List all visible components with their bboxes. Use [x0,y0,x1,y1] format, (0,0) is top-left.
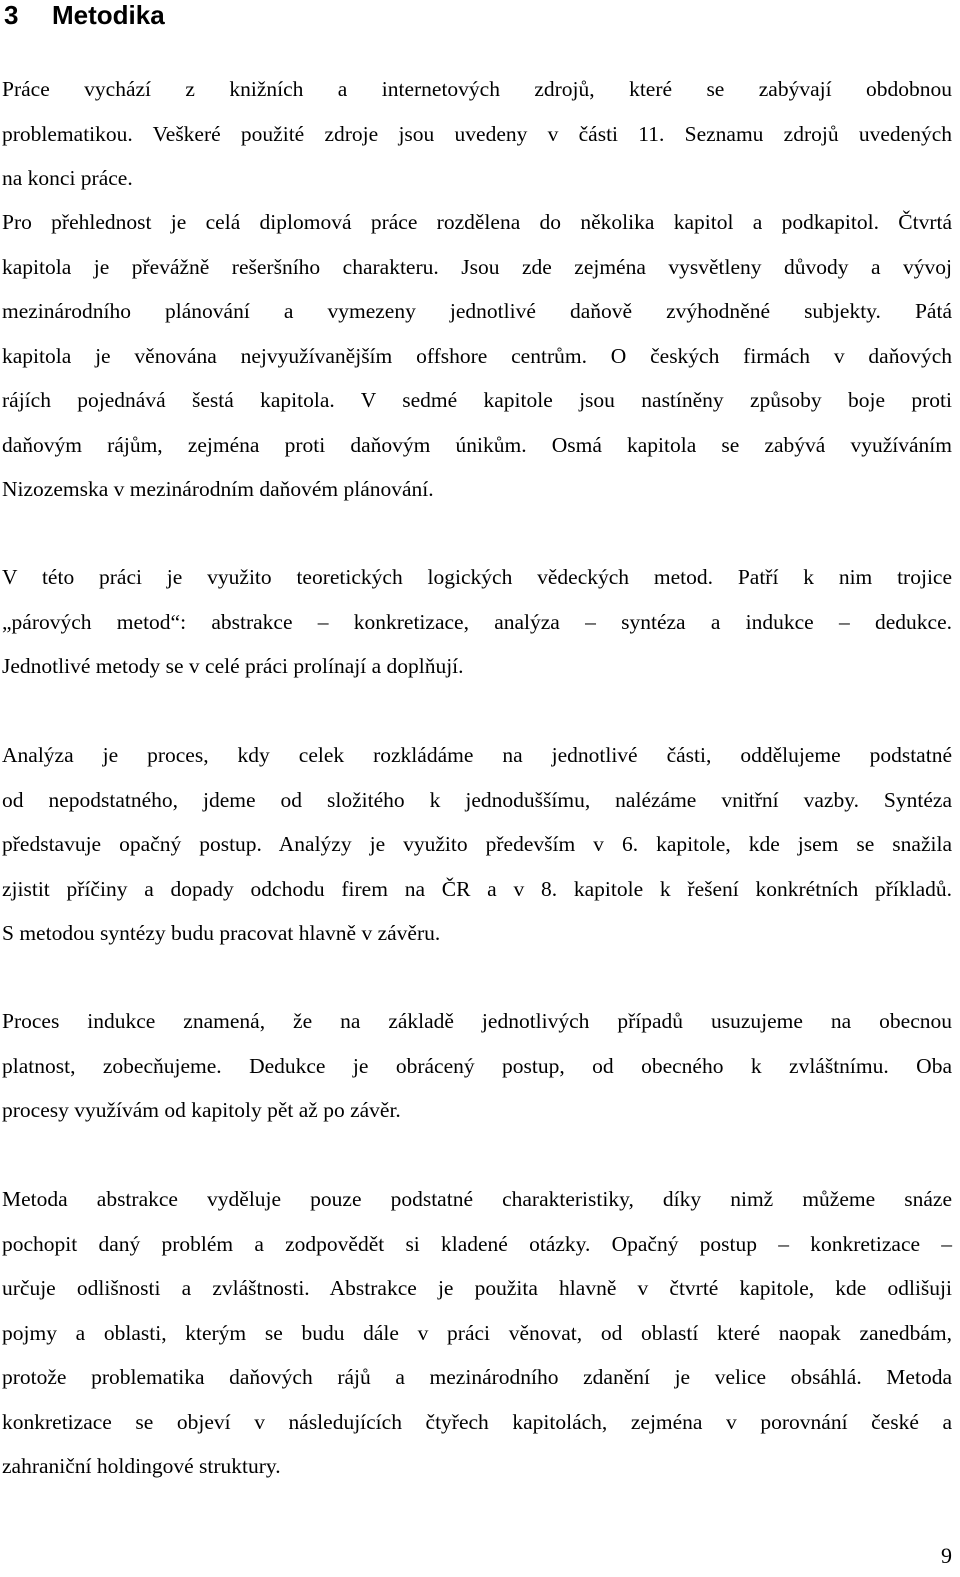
text-line: platnost, zobecňujeme. Dedukce je obrácený postup, od obecného k zvláštnímu. Oba [2,1053,952,1078]
page-number: 9 [941,1543,952,1568]
text-line: představuje opačný postup. Analýzy je využito především v 6. kapitole, kde jsem se snažila [2,832,952,856]
section-number: 3 [4,0,19,30]
text-line: konkretizace se objeví v následujících čtyřech kapitolách, zejména v porovnání české a [2,1409,952,1434]
text-line: protože problematika daňových rájů a mezinárodního zdanění je velice obsáhlá. Metoda [2,1365,952,1389]
paragraph-structure [2,200,952,512]
text-line: „párových metod“: abstrakce – konkretizace, analýza – syntéza a indukce – dedukce. [2,609,952,634]
text-line: zahraniční holdingové struktury. [2,1454,281,1478]
text-line: zjistit příčiny a dopady odchodu firem na ČR a v 8. kapitole k řešení konkrétních příkladů. [2,876,952,901]
text-line: problematikou. Veškeré použité zdroje jsou uvedeny v části 11. Seznamu zdrojů uvedených [2,121,952,146]
paragraph-methods [2,555,952,689]
text-line: mezinárodního plánování a vymezeny jednotlivé daňově zvýhodněné subjekty. Pátá [2,299,952,323]
paragraph-analysis [2,733,952,956]
text-line: Nizozemska v mezinárodním daňovém plánování. [2,477,434,501]
text-line: Jednotlivé metody se v celé práci prolínají a doplňují. [2,654,464,678]
section-title: Metodika [52,0,165,30]
text-line: pochopit daný problém a zodpovědět si kladené otázky. Opačný postup – konkretizace – [2,1231,952,1256]
paragraph-sources [2,67,952,201]
text-line: od nepodstatného, jdeme od složitého k jednoduššímu, nalézáme vnitřní vazby. Syntéza [2,787,952,812]
text-line: určuje odlišnosti a zvláštnosti. Abstrakce je použita hlavně v čtvrté kapitole, kde odlišuji [2,1276,952,1300]
section-heading [4,0,165,30]
text-line: kapitola je převážně rešeršního charakteru. Jsou zde zejména vysvětleny důvody a vývoj [2,254,952,279]
text-line: procesy využívám od kapitoly pět až po závěr. [2,1098,401,1122]
text-line: Proces indukce znamená, že na základě jednotlivých případů usuzujeme na obecnou [2,1009,952,1033]
text-line: daňovým rájům, zejména proti daňovým únikům. Osmá kapitola se zabývá využíváním [2,432,952,457]
text-line: Metoda abstrakce vyděluje pouze podstatné charakteristiky, díky nimž můžeme snáze [2,1187,952,1211]
text-line: kapitola je věnována nejvyužívanějším offshore centrům. O českých firmách v daňových [2,343,952,368]
paragraph-abstraction [2,1177,952,1489]
text-line: Analýza je proces, kdy celek rozkládáme na jednotlivé části, oddělujeme podstatné [2,743,952,767]
paragraph-induction [2,999,952,1133]
text-line: V této práci je využito teoretických logických vědeckých metod. Patří k nim trojice [2,565,952,589]
text-line: Pro přehlednost je celá diplomová práce rozdělena do několika kapitol a podkapitol. Čtvrtá [2,210,952,234]
text-line: pojmy a oblasti, kterým se budu dále v práci věnovat, od oblastí které naopak zanedbám, [2,1320,952,1345]
text-line: S metodou syntézy budu pracovat hlavně v závěru. [2,921,441,945]
text-line: na konci práce. [2,166,133,190]
text-line: rájích pojednává šestá kapitola. V sedmé kapitole jsou nastíněny způsoby boje proti [2,388,952,412]
text-line: Práce vychází z knižních a internetových zdrojů, které se zabývají obdobnou [2,77,952,101]
